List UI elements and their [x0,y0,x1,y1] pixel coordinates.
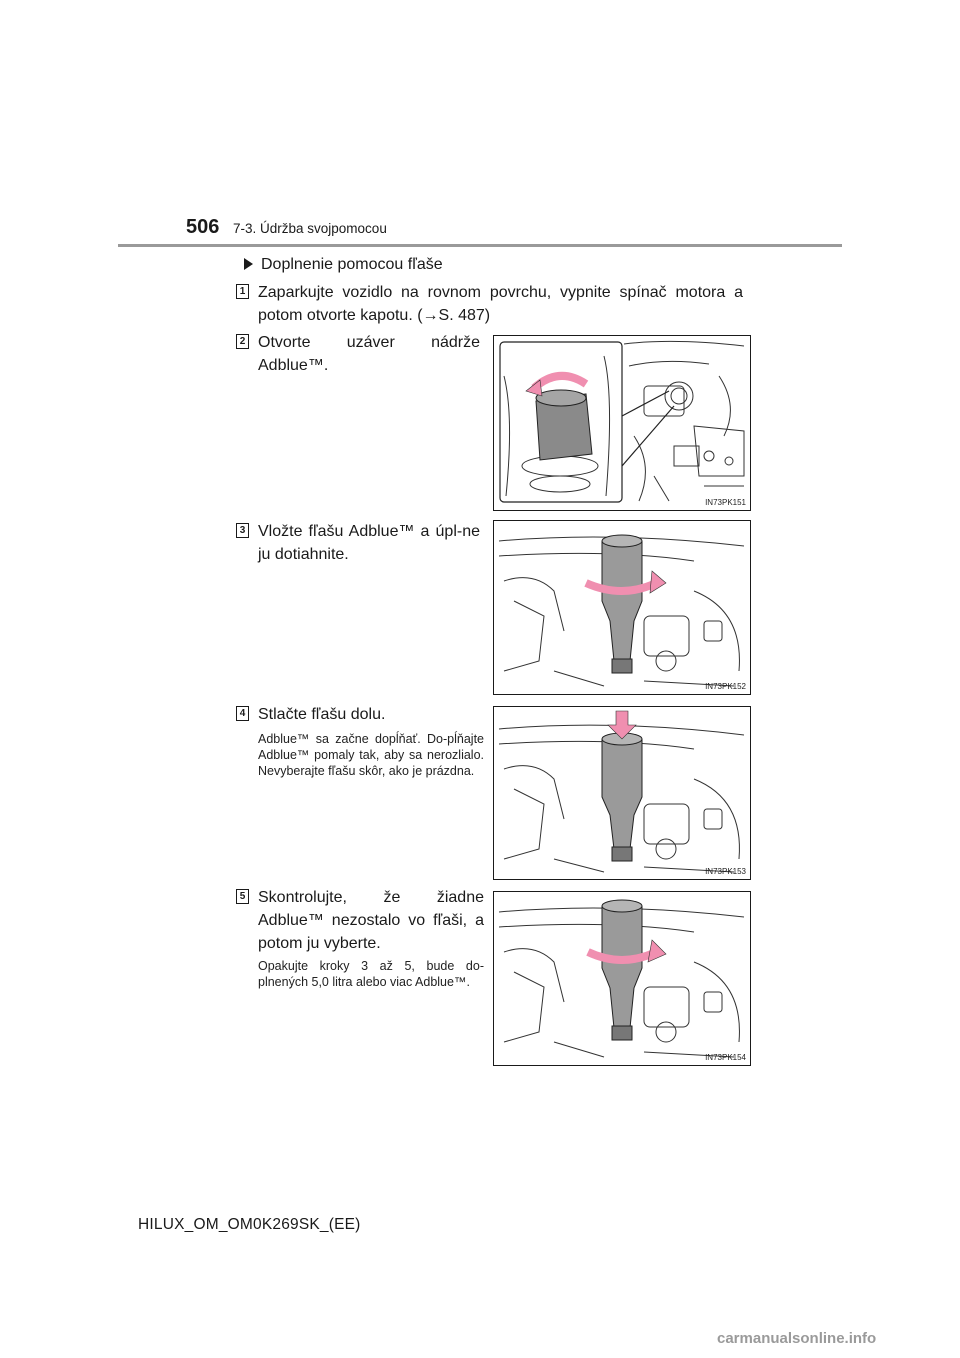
triangle-bullet-icon [244,258,253,270]
step-number-1: 1 [236,284,249,299]
step-number-5: 5 [236,889,249,904]
step-number-2: 2 [236,334,249,349]
step-note-4: Adblue™ sa začne dopĺňať. Do-pĺňajte Adblue™ pomaly tak, aby sa nerozlialo. Nevyberajte fľašu skôr, ako je prázdna. [258,732,484,778]
illustration-open-cap [493,335,751,511]
step-text-3: Vložte fľašu Adblue™ a úpl-ne ju dotiahnite. [258,523,480,563]
step-text-5: Skontrolujte, že žiadne Adblue™ nezostalo vo fľaši, a potom ju vyberte. [258,889,484,952]
watermark-link[interactable]: carmanualsonline.info [717,1330,877,1347]
manual-code-footer: HILUX_OM_OM0K269SK_(EE) [138,1216,361,1233]
illustration-code-151: IN73PK151 [705,498,746,507]
illustration-code-154: IN73PK154 [705,1053,746,1062]
step-number-3: 3 [236,523,249,538]
illustration-press-bottle [493,706,751,880]
illustration-code-152: IN73PK152 [705,682,746,691]
illustration-remove-bottle [493,891,751,1066]
section-title: 7-3. Údržba svojpomocou [233,221,387,236]
page-number: 506 [186,216,220,238]
step-text-1: Zaparkujte vozidlo na rovnom povrchu, vypnite spínač motora a potom otvorte kapotu. (→S. 487) [258,284,743,324]
step-text-2: Otvorte uzáver nádrže Adblue™. [258,334,480,374]
header-rule [118,244,842,247]
step-note-5: Opakujte kroky 3 až 5, bude do-plnených 5,0 litra alebo viac Adblue™. [258,959,484,989]
procedure-subtitle [244,256,443,274]
illustration-code-153: IN73PK153 [705,867,746,876]
subtitle-text: Doplnenie pomocou fľaše [261,256,443,273]
illustration-insert-bottle [493,520,751,695]
step-text-4: Stlačte fľašu dolu. [258,706,386,723]
step-number-4: 4 [236,706,249,721]
